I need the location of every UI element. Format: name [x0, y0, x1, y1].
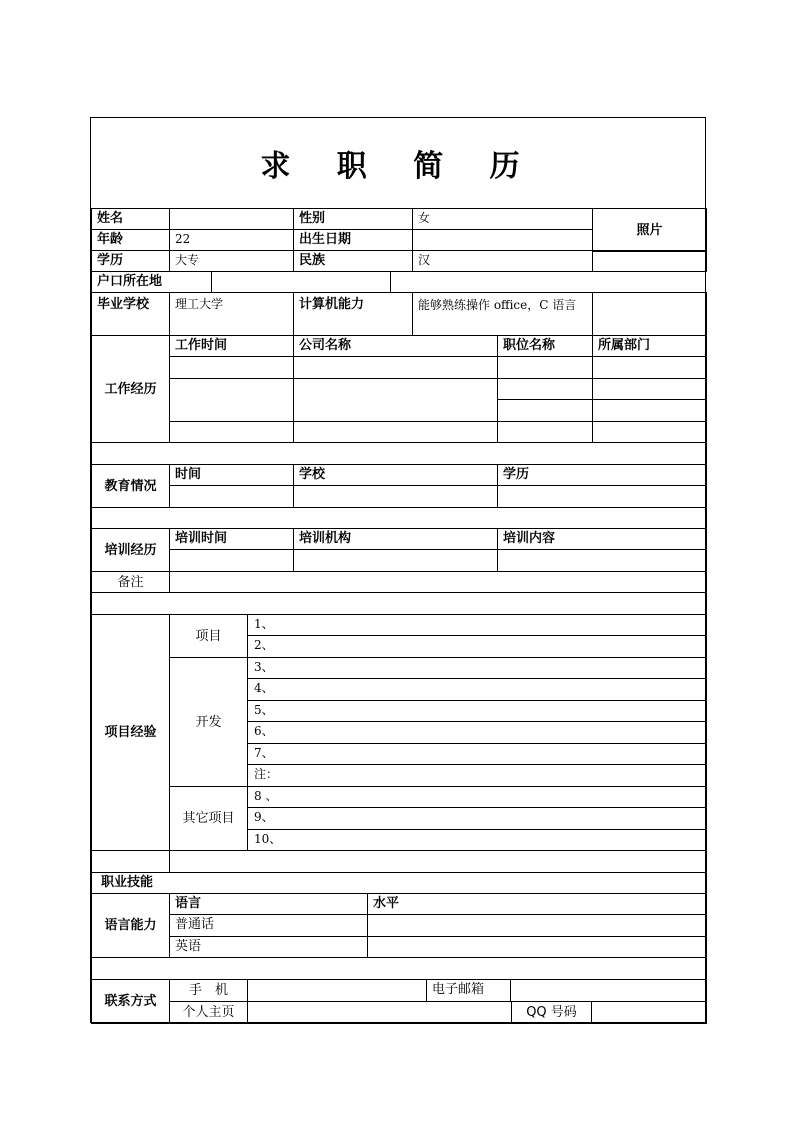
- work-cell[interactable]: [497, 356, 593, 379]
- computer-skill-label: 计算机能力: [293, 292, 413, 336]
- birth-date-field[interactable]: [412, 229, 593, 251]
- page-title: 求 职 简 历: [260, 149, 538, 184]
- spacer-row: [91, 957, 707, 980]
- ethnicity-label: 民族: [293, 250, 413, 272]
- training-header-institution: 培训机构: [293, 528, 498, 550]
- gender-label: 性别: [293, 208, 413, 230]
- school-label: 毕业学校: [91, 292, 170, 336]
- work-cell[interactable]: [169, 356, 294, 379]
- spacer-row: [91, 507, 707, 529]
- education-field[interactable]: 大专: [169, 250, 294, 272]
- education-section-label: 教育情况: [91, 464, 170, 508]
- blank-cell: [91, 850, 170, 873]
- work-cell[interactable]: [169, 378, 294, 422]
- work-header-position: 职位名称: [497, 335, 593, 357]
- name-label: 姓名: [91, 208, 170, 230]
- project-item[interactable]: 7、: [247, 743, 707, 765]
- project-item[interactable]: 6、: [247, 721, 707, 744]
- work-cell[interactable]: [497, 399, 593, 422]
- language-mandarin: 普通话: [169, 914, 368, 937]
- work-cell[interactable]: [592, 356, 707, 379]
- phone-label: 手 机: [169, 979, 248, 1002]
- project-group-label: 项目: [169, 614, 248, 658]
- photo-cell[interactable]: 照片: [592, 208, 707, 252]
- homepage-label: 个人主页: [169, 1001, 248, 1024]
- edu-cell[interactable]: [293, 485, 498, 508]
- work-cell[interactable]: [592, 399, 707, 422]
- hukou-field[interactable]: [211, 271, 391, 293]
- edu-header-school: 学校: [293, 464, 498, 486]
- spacer-row: [91, 442, 707, 465]
- gender-field[interactable]: 女: [412, 208, 593, 230]
- work-section-label: 工作经历: [91, 335, 170, 443]
- work-header-department: 所属部门: [592, 335, 707, 357]
- training-cell[interactable]: [293, 549, 498, 572]
- email-label: 电子邮箱: [426, 979, 511, 1002]
- qq-label: QQ 号码: [511, 1001, 592, 1024]
- work-cell[interactable]: [592, 421, 707, 443]
- qq-field[interactable]: [591, 1001, 707, 1024]
- edu-header-degree: 学历: [497, 464, 707, 486]
- age-field[interactable]: 22: [169, 229, 294, 251]
- training-header-time: 培训时间: [169, 528, 294, 550]
- spacer-row: [91, 592, 707, 615]
- language-level-field[interactable]: [367, 914, 707, 937]
- blank-cell: [592, 250, 707, 272]
- edu-header-time: 时间: [169, 464, 294, 486]
- remarks-label: 备注: [91, 571, 170, 593]
- remarks-field[interactable]: [169, 571, 707, 593]
- project-item[interactable]: 5、: [247, 700, 707, 722]
- work-cell[interactable]: [293, 421, 498, 443]
- training-cell[interactable]: [169, 549, 294, 572]
- computer-skill-field[interactable]: 能够熟练操作 office，C 语言: [412, 292, 593, 336]
- project-item[interactable]: 4、: [247, 678, 707, 701]
- language-section-label: 语言能力: [91, 893, 170, 958]
- contact-section-label: 联系方式: [91, 979, 170, 1024]
- email-field[interactable]: [510, 979, 707, 1002]
- training-header-content: 培训内容: [497, 528, 707, 550]
- homepage-field[interactable]: [247, 1001, 512, 1024]
- education-label: 学历: [91, 250, 170, 272]
- project-item[interactable]: 2、: [247, 635, 707, 658]
- work-cell[interactable]: [592, 378, 707, 400]
- projects-section-label: 项目经验: [91, 614, 170, 851]
- project-item[interactable]: 9、: [247, 807, 707, 830]
- project-item[interactable]: 3、: [247, 657, 707, 679]
- school-field[interactable]: 理工大学: [169, 292, 294, 336]
- resume-form: [90, 117, 706, 1023]
- skills-label: 职业技能: [91, 872, 707, 894]
- blank-cell: [390, 271, 707, 293]
- birth-date-label: 出生日期: [293, 229, 413, 251]
- work-header-time: 工作时间: [169, 335, 294, 357]
- work-cell[interactable]: [497, 378, 593, 400]
- project-note[interactable]: 注：: [247, 764, 707, 787]
- training-section-label: 培训经历: [91, 528, 170, 572]
- phone-field[interactable]: [247, 979, 427, 1002]
- project-item[interactable]: 1、: [247, 614, 707, 636]
- age-label: 年龄: [91, 229, 170, 251]
- work-cell[interactable]: [497, 421, 593, 443]
- work-header-company: 公司名称: [293, 335, 498, 357]
- edu-cell[interactable]: [169, 485, 294, 508]
- hukou-label: 户口所在地: [91, 271, 212, 293]
- language-english: 英语: [169, 936, 368, 958]
- ethnicity-field[interactable]: 汉: [412, 250, 593, 272]
- level-header: 水平: [367, 893, 707, 915]
- language-level-field[interactable]: [367, 936, 707, 958]
- work-cell[interactable]: [293, 356, 498, 379]
- development-group-label: 开发: [169, 657, 248, 787]
- other-projects-group-label: 其它项目: [169, 786, 248, 851]
- language-header: 语言: [169, 893, 368, 915]
- work-cell[interactable]: [293, 378, 498, 422]
- project-item[interactable]: 10、: [247, 829, 707, 851]
- work-cell[interactable]: [169, 421, 294, 443]
- edu-cell[interactable]: [497, 485, 707, 508]
- skills-field[interactable]: [169, 850, 707, 873]
- blank-cell: [592, 292, 707, 336]
- training-cell[interactable]: [497, 549, 707, 572]
- project-item[interactable]: 8 、: [247, 786, 707, 808]
- name-field[interactable]: [169, 208, 294, 230]
